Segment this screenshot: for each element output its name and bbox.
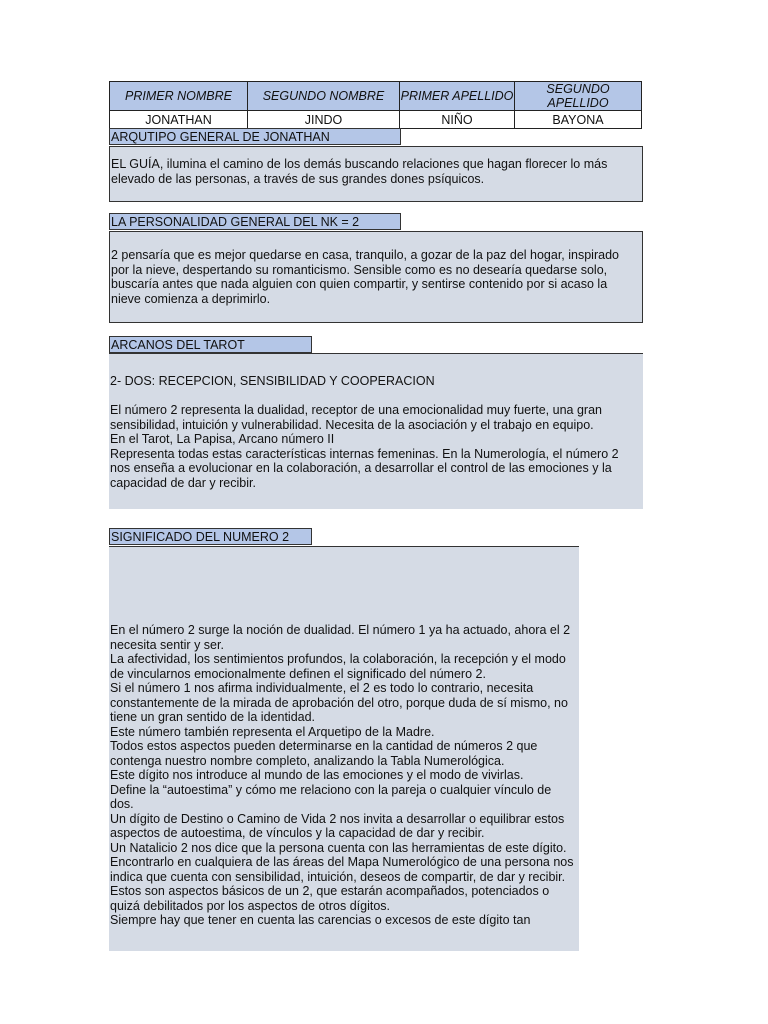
arquetipo-title: ARQUTIPO GENERAL DE JONATHAN	[109, 128, 401, 145]
header-primer-apellido: PRIMER APELLIDO	[400, 82, 515, 111]
personalidad-box	[109, 231, 643, 323]
header-segundo-nombre: SEGUNDO NOMBRE	[248, 82, 400, 111]
personalidad-title: LA PERSONALIDAD GENERAL DEL NK = 2	[109, 213, 401, 230]
personalidad-text: 2 pensaría que es mejor quedarse en casa, tranquilo, a gozar de la paz del hogar, inspirado por la nieve, despertando su romanticismo. Sensible como es no desearía quedarse solo, buscaría antes que nada alguien con quien compartir, y sentirse contenido por si acaso la nieve comienza a deprimirlo.	[111, 248, 619, 306]
names-table	[109, 81, 642, 129]
significado-text: En el número 2 surge la noción de dualidad. El número 1 ya ha actuado, ahora el 2 necesita sentir y ser. La afectividad, los sentimientos profundos, la colaboración, la recepción y el modo de vincularnos emocionalmente definen el significado del número 2. Si el número 1 nos afirma individualmente, el 2 es todo lo contrario, necesita constantemente de la mirada de aprobación del otro, porque duda de sí mismo, no tiene un gran sentido de la identidad. Este número también representa el Arquetipo de la Madre. Todos estos aspectos pueden determinarse en la cantidad de números 2 que contenga nuestro nombre completo, analizando la Tabla Numerológica. Este dígito nos introduce al mundo de las emociones y el modo de vivirlas. Define la “autoestima” y cómo me relaciono con la pareja o cualquier vínculo de dos. Un dígito de Destino o Camino de Vida 2 nos invita a desarrollar o equilibrar estos aspectos de autoestima, de vínculos y la capacidad de dar y recibir. Un Natalicio 2 nos dice que la persona cuenta con las herramientas de este dígito. Encontrarlo en cualquiera de las áreas del Mapa Numerológico de una persona nos indica que cuenta con sensibilidad, intuición, deseos de compartir, de dar y recibir. Estos son aspectos básicos de un 2, que estarán acompañados, potenciados o quizá debilitados por los aspectos de otros dígitos. Siempre hay que tener en cuenta las carencias o excesos de este dígito tan	[110, 623, 574, 927]
value-primer-nombre: JONATHAN	[110, 111, 248, 129]
arcanos-text: 2- DOS: RECEPCION, SENSIBILIDAD Y COOPERACION El número 2 representa la dualidad, receptor de una emocionalidad muy fuerte, una gran sensibilidad, intuición y vulnerabilidad. Necesita de la asociación y el trabajo en equipo. En el Tarot, La Papisa, Arcano número II Representa todas estas características internas femeninas. En la Numerología, el número 2 nos enseña a evolucionar en la colaboración, a desarrollar el control de las emociones y la capacidad de dar y recibir.	[110, 374, 619, 490]
names-header-row	[110, 82, 642, 111]
arquetipo-text: EL GUÍA, ilumina el camino de los demás buscando relaciones que hagan florecer lo más elevado de las personas, a través de sus grandes dones psíquicos.	[111, 157, 608, 186]
arcanos-title: ARCANOS DEL TAROT	[109, 336, 312, 353]
arquetipo-box	[109, 146, 643, 202]
names-value-row	[110, 111, 642, 129]
value-primer-apellido: NIÑO	[400, 111, 515, 129]
value-segundo-apellido: BAYONA	[515, 111, 642, 129]
header-primer-nombre: PRIMER NOMBRE	[110, 82, 248, 111]
significado-title: SIGNIFICADO DEL NUMERO 2	[109, 528, 312, 545]
value-segundo-nombre: JINDO	[248, 111, 400, 129]
significado-box	[109, 546, 579, 951]
arcanos-box	[109, 353, 643, 509]
header-segundo-apellido: SEGUNDO APELLIDO	[515, 82, 642, 111]
